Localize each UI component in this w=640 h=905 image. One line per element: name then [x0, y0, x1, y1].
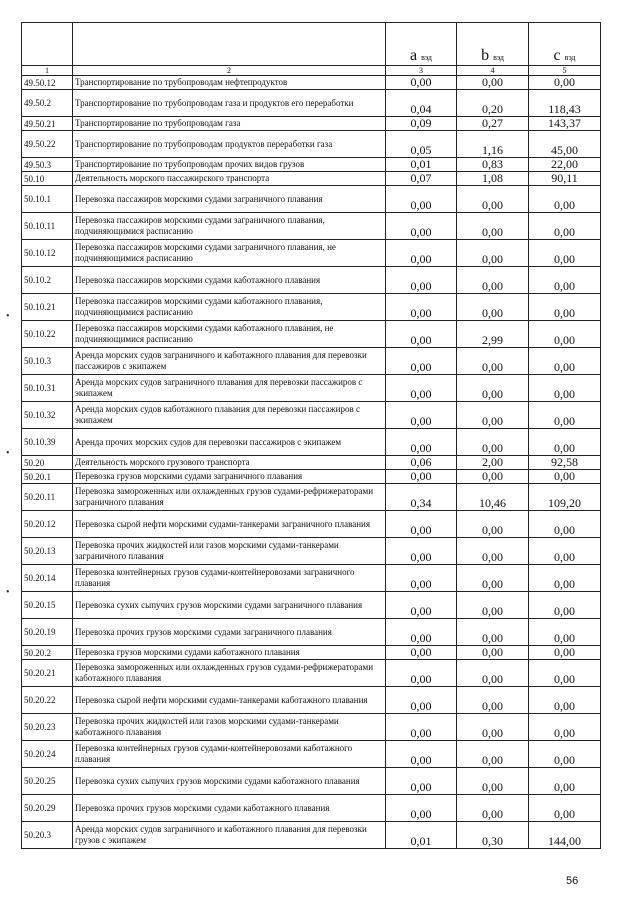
row-value-c: 22,00 [529, 158, 601, 172]
row-code: 50.20.1 [22, 470, 73, 484]
table-row [22, 565, 601, 592]
row-value-b: 0,00 [457, 375, 529, 402]
header-b-subscript: вэд [493, 53, 504, 62]
row-description: Перевозка пассажиров морскими судами каботажного плавания, не подчиняющимися расписанию [73, 321, 386, 348]
table-row [22, 375, 601, 402]
row-value-c: 0,00 [529, 619, 601, 646]
row-description: Транспортирование по трубопроводам газа [73, 117, 386, 131]
row-code: 50.10.22 [22, 321, 73, 348]
row-value-a: 0,00 [386, 213, 457, 240]
row-value-b: 0,00 [457, 660, 529, 687]
row-value-c: 0,00 [529, 375, 601, 402]
row-value-a: 0,00 [386, 186, 457, 213]
row-value-a: 0,00 [386, 470, 457, 484]
row-description: Перевозка прочих жидкостей или газов морскими судами-танкерами каботажного плавания [73, 714, 386, 741]
row-description: Перевозка замороженных или охлажденных грузов судами-рефрижераторами заграничного плавания [73, 484, 386, 511]
row-value-c: 118,43 [529, 90, 601, 117]
row-code: 49.50.2 [22, 90, 73, 117]
table-row [22, 321, 601, 348]
row-description: Перевозка пассажиров морскими судами каботажного плавания, подчиняющимися расписанию [73, 294, 386, 321]
row-value-c: 0,00 [529, 186, 601, 213]
table-row [22, 511, 601, 538]
row-description: Перевозка пассажиров морскими судами заграничного плавания, не подчиняющимися расписанию [73, 240, 386, 267]
row-description: Перевозка прочих грузов морскими судами заграничного плавания [73, 619, 386, 646]
column-index: 2 [73, 66, 386, 76]
row-value-c: 0,00 [529, 538, 601, 565]
table-row [22, 619, 601, 646]
table-row [22, 76, 601, 90]
table-row [22, 714, 601, 741]
row-code: 50.10.39 [22, 429, 73, 456]
header-description [73, 23, 386, 66]
row-value-c: 0,00 [529, 470, 601, 484]
row-value-c: 0,00 [529, 741, 601, 768]
row-code: 50.10.3 [22, 348, 73, 375]
row-code: 50.20.23 [22, 714, 73, 741]
row-code: 50.20.15 [22, 592, 73, 619]
row-code: 50.10.2 [22, 267, 73, 294]
row-value-a: 0,04 [386, 90, 457, 117]
table-row [22, 240, 601, 267]
row-value-a: 0,00 [386, 795, 457, 822]
row-code: 50.20.29 [22, 795, 73, 822]
row-code: 49.50.12 [22, 76, 73, 90]
row-value-b: 2,00 [457, 456, 529, 470]
row-value-a: 0,00 [386, 619, 457, 646]
row-value-a: 0,00 [386, 714, 457, 741]
column-index: 5 [529, 66, 601, 76]
row-value-b: 1,08 [457, 172, 529, 186]
table-row [22, 768, 601, 795]
row-code: 49.50.3 [22, 158, 73, 172]
row-value-a: 0,00 [386, 768, 457, 795]
row-value-c: 0,00 [529, 592, 601, 619]
table-row [22, 131, 601, 158]
row-code: 50.20.2 [22, 646, 73, 660]
row-description: Перевозка сухих сыпучих грузов морскими судами каботажного плавания [73, 768, 386, 795]
row-description: Перевозка пассажиров морскими судами заграничного плавания [73, 186, 386, 213]
row-code: 50.10.12 [22, 240, 73, 267]
row-value-b: 0,00 [457, 402, 529, 429]
table-row [22, 484, 601, 511]
row-value-a: 0,00 [386, 538, 457, 565]
row-value-a: 0,09 [386, 117, 457, 131]
row-value-c: 0,00 [529, 768, 601, 795]
row-code: 50.20 [22, 456, 73, 470]
table-row [22, 660, 601, 687]
column-index-row [22, 66, 601, 76]
column-index: 1 [22, 66, 73, 76]
row-description: Перевозка сырой нефти морскими судами-танкерами заграничного плавания [73, 511, 386, 538]
row-description: Перевозка прочих жидкостей или газов морскими судами-танкерами заграничного плавания [73, 538, 386, 565]
row-value-a: 0,00 [386, 741, 457, 768]
row-value-b: 0,00 [457, 538, 529, 565]
margin-mark: • [6, 311, 10, 322]
table-row [22, 795, 601, 822]
row-value-b: 10,46 [457, 484, 529, 511]
header-a [386, 23, 457, 66]
table-row [22, 741, 601, 768]
row-value-c: 92,58 [529, 456, 601, 470]
row-value-c: 90,11 [529, 172, 601, 186]
row-value-b: 0,00 [457, 795, 529, 822]
row-value-a: 0,00 [386, 592, 457, 619]
row-value-c: 0,00 [529, 687, 601, 714]
row-description: Аренда морских судов заграничного и каботажного плавания для перевозки грузов с экипажем [73, 822, 386, 849]
row-value-a: 0,07 [386, 172, 457, 186]
row-code: 50.20.12 [22, 511, 73, 538]
row-value-b: 0,00 [457, 348, 529, 375]
row-code: 50.20.11 [22, 484, 73, 511]
row-value-b: 0,30 [457, 822, 529, 849]
row-value-c: 109,20 [529, 484, 601, 511]
table-row [22, 429, 601, 456]
table-row [22, 186, 601, 213]
row-value-a: 0,00 [386, 375, 457, 402]
row-value-a: 0,00 [386, 348, 457, 375]
margin-mark: • [6, 587, 10, 598]
row-value-b: 0,00 [457, 646, 529, 660]
row-value-b: 0,00 [457, 511, 529, 538]
row-value-b: 0,00 [457, 470, 529, 484]
row-value-a: 0,00 [386, 687, 457, 714]
row-description: Аренда морских судов заграничного и каботажного плавания для перевозки пассажиров с экипажем [73, 348, 386, 375]
table-row [22, 348, 601, 375]
row-value-c: 0,00 [529, 348, 601, 375]
row-code: 49.50.22 [22, 131, 73, 158]
row-value-b: 0,00 [457, 565, 529, 592]
row-value-b: 0,00 [457, 267, 529, 294]
row-value-b: 0,00 [457, 240, 529, 267]
row-value-c: 0,00 [529, 660, 601, 687]
table-row [22, 646, 601, 660]
row-value-a: 0,00 [386, 660, 457, 687]
row-value-a: 0,00 [386, 240, 457, 267]
table-row [22, 117, 601, 131]
row-code: 50.20.25 [22, 768, 73, 795]
row-value-c: 45,00 [529, 131, 601, 158]
row-value-a: 0,34 [386, 484, 457, 511]
row-description: Перевозка замороженных или охлажденных грузов судами-рефрижераторами каботажного плавания [73, 660, 386, 687]
row-description: Перевозка пассажиров морскими судами каботажного плавания [73, 267, 386, 294]
row-description: Транспортирование по трубопроводам нефтепродуктов [73, 76, 386, 90]
row-code: 50.10.1 [22, 186, 73, 213]
row-value-b: 0,00 [457, 213, 529, 240]
table-row [22, 470, 601, 484]
row-code: 50.10.11 [22, 213, 73, 240]
row-description: Перевозка грузов морскими судами заграничного плавания [73, 470, 386, 484]
row-code: 50.20.3 [22, 822, 73, 849]
row-description: Перевозка сухих сыпучих грузов морскими судами заграничного плавания [73, 592, 386, 619]
row-value-b: 1,16 [457, 131, 529, 158]
row-value-c: 0,00 [529, 240, 601, 267]
table-row [22, 687, 601, 714]
margin-mark: • [6, 448, 10, 459]
row-value-a: 0,05 [386, 131, 457, 158]
row-code: 50.20.14 [22, 565, 73, 592]
table-row [22, 456, 601, 470]
row-value-c: 0,00 [529, 402, 601, 429]
row-description: Деятельность морского грузового транспорта [73, 456, 386, 470]
row-value-a: 0,00 [386, 646, 457, 660]
row-value-a: 0,00 [386, 76, 457, 90]
row-code: 50.20.24 [22, 741, 73, 768]
row-description: Транспортирование по трубопроводам прочих видов грузов [73, 158, 386, 172]
row-value-b: 0,27 [457, 117, 529, 131]
row-description: Транспортирование по трубопроводам продуктов переработки газа [73, 131, 386, 158]
row-description: Аренда морских судов заграничного плавания для перевозки пассажиров с экипажем [73, 375, 386, 402]
row-value-b: 0,00 [457, 186, 529, 213]
row-value-b: 0,00 [457, 687, 529, 714]
row-description: Перевозка грузов морскими судами каботажного плавания [73, 646, 386, 660]
row-description: Перевозка контейнерных грузов судами-контейнеровозами заграничного плавания [73, 565, 386, 592]
row-code: 50.10 [22, 172, 73, 186]
row-value-a: 0,06 [386, 456, 457, 470]
table-row [22, 267, 601, 294]
table-row [22, 822, 601, 849]
row-value-b: 0,20 [457, 90, 529, 117]
row-value-c: 0,00 [529, 511, 601, 538]
column-index: 3 [386, 66, 457, 76]
row-value-a: 0,00 [386, 321, 457, 348]
header-code [22, 23, 73, 66]
row-value-b: 0,00 [457, 714, 529, 741]
row-description: Перевозка прочих грузов морскими судами каботажного плавания [73, 795, 386, 822]
table-row [22, 158, 601, 172]
row-description: Деятельность морского пассажирского транспорта [73, 172, 386, 186]
row-value-b: 0,00 [457, 429, 529, 456]
row-description: Перевозка контейнерных грузов судами-контейнеровозами каботажного плавания [73, 741, 386, 768]
row-value-c: 0,00 [529, 294, 601, 321]
row-code: 49.50.21 [22, 117, 73, 131]
row-value-c: 0,00 [529, 76, 601, 90]
header-a-subscript: вэд [421, 53, 432, 62]
row-value-c: 0,00 [529, 565, 601, 592]
table-row [22, 538, 601, 565]
row-value-c: 0,00 [529, 646, 601, 660]
header-b [457, 23, 529, 66]
page-number: 56 [566, 875, 579, 887]
column-index: 4 [457, 66, 529, 76]
row-value-b: 0,00 [457, 592, 529, 619]
row-value-b: 0,83 [457, 158, 529, 172]
table-row [22, 294, 601, 321]
row-value-c: 0,00 [529, 429, 601, 456]
row-value-c: 0,00 [529, 267, 601, 294]
row-value-b: 0,00 [457, 294, 529, 321]
table-row [22, 592, 601, 619]
header-a-letter: a [410, 47, 418, 64]
row-description: Транспортирование по трубопроводам газа и продуктов его переработки [73, 90, 386, 117]
table-row [22, 90, 601, 117]
row-description: Аренда морских судов каботажного плавания для перевозки пассажиров с экипажем [73, 402, 386, 429]
row-value-c: 0,00 [529, 213, 601, 240]
row-value-a: 0,00 [386, 267, 457, 294]
table-row [22, 172, 601, 186]
row-value-a: 0,00 [386, 294, 457, 321]
table-row [22, 402, 601, 429]
row-value-a: 0,00 [386, 511, 457, 538]
row-value-b: 2,99 [457, 321, 529, 348]
row-code: 50.20.19 [22, 619, 73, 646]
row-value-a: 0,01 [386, 822, 457, 849]
row-value-b: 0,00 [457, 619, 529, 646]
row-value-a: 0,01 [386, 158, 457, 172]
row-code: 50.20.13 [22, 538, 73, 565]
coefficients-table [21, 22, 601, 849]
header-c [529, 23, 601, 66]
row-value-b: 0,00 [457, 76, 529, 90]
row-value-a: 0,00 [386, 429, 457, 456]
row-description: Перевозка пассажиров морскими судами заграничного плавания, подчиняющимися расписанию [73, 213, 386, 240]
table-row [22, 213, 601, 240]
row-code: 50.20.21 [22, 660, 73, 687]
header-c-letter: c [553, 47, 561, 64]
row-value-b: 0,00 [457, 741, 529, 768]
header-b-letter: b [481, 47, 490, 64]
row-value-a: 0,00 [386, 402, 457, 429]
row-value-c: 0,00 [529, 795, 601, 822]
row-value-a: 0,00 [386, 565, 457, 592]
header-c-subscript: вэд [564, 53, 576, 62]
row-code: 50.10.32 [22, 402, 73, 429]
header-row [22, 23, 601, 66]
row-value-c: 0,00 [529, 714, 601, 741]
row-code: 50.10.21 [22, 294, 73, 321]
row-code: 50.10.31 [22, 375, 73, 402]
row-value-c: 143,37 [529, 117, 601, 131]
row-value-b: 0,00 [457, 768, 529, 795]
row-description: Аренда прочих морских судов для перевозки пассажиров с экипажем [73, 429, 386, 456]
row-value-c: 0,00 [529, 321, 601, 348]
row-code: 50.20.22 [22, 687, 73, 714]
row-value-c: 144,00 [529, 822, 601, 849]
row-description: Перевозка сырой нефти морскими судами-танкерами каботажного плавания [73, 687, 386, 714]
